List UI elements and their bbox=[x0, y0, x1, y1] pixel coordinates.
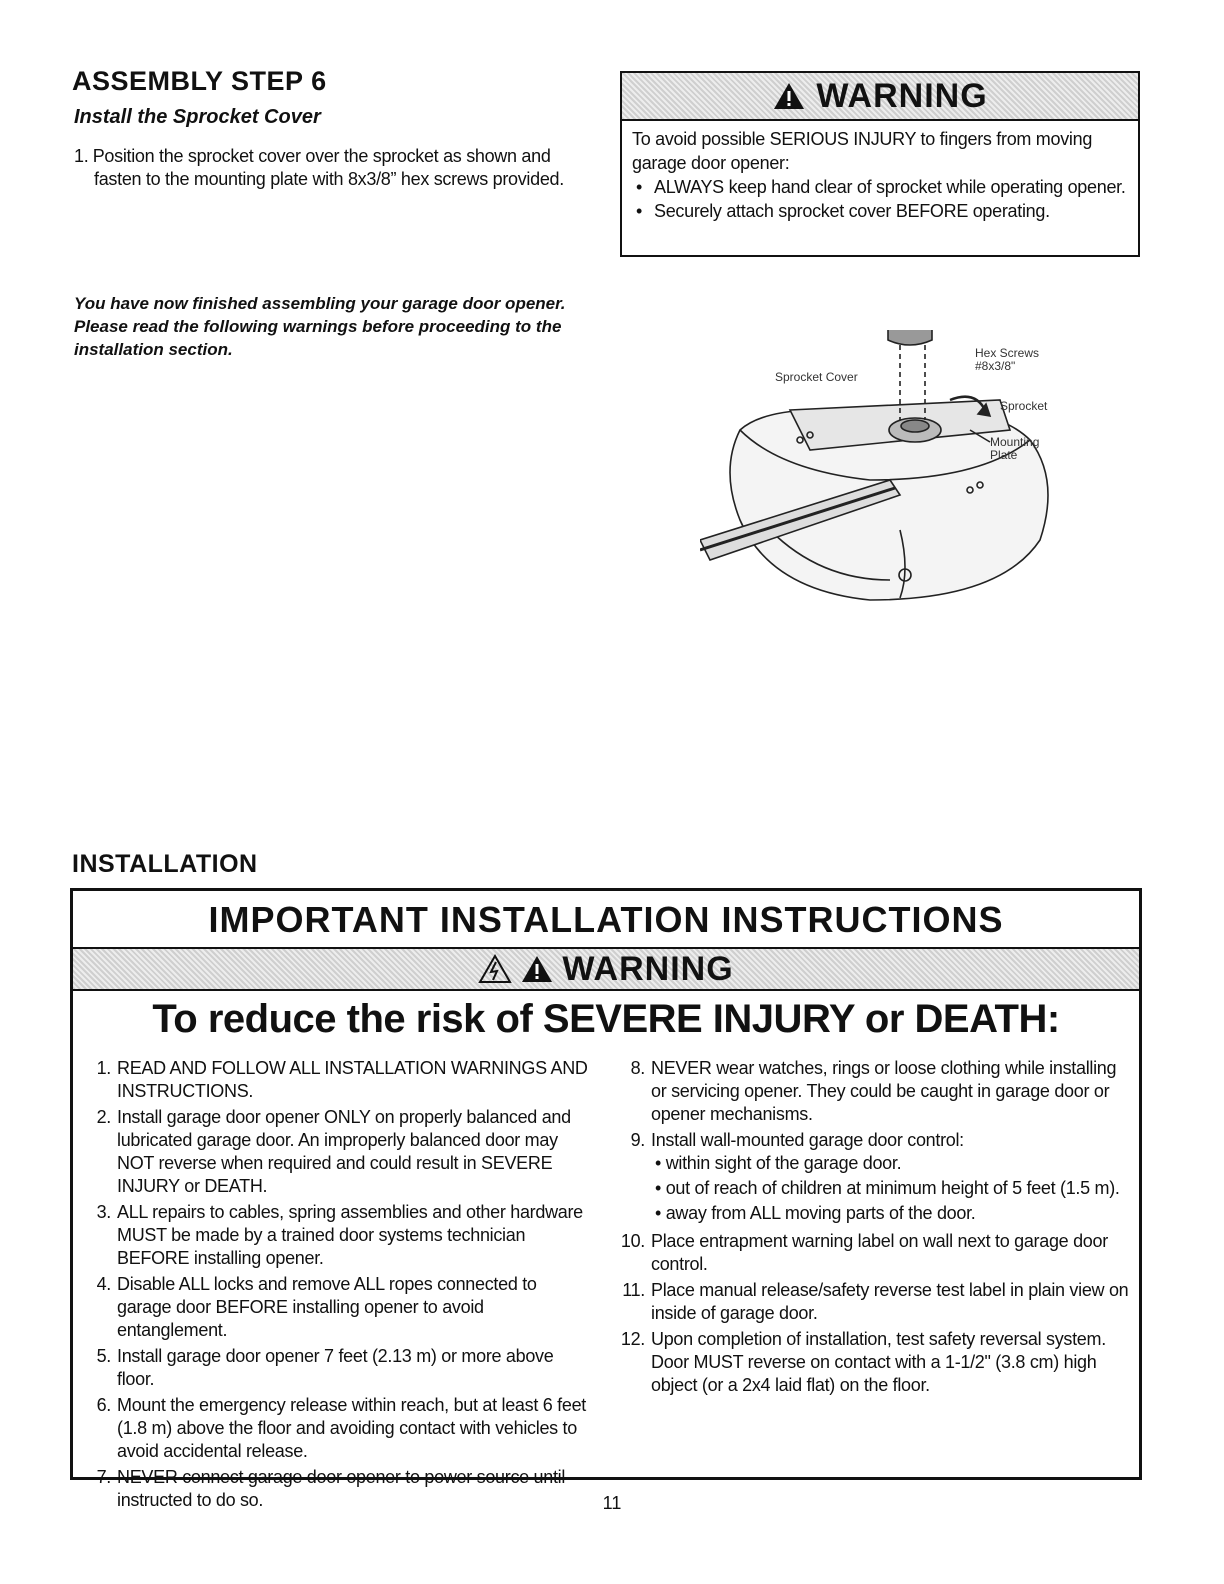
installation-heading: INSTALLATION bbox=[72, 850, 258, 878]
finished-note: You have now finished assembling your garage door opener. Please read the following warnings before proceeding to the installation section. bbox=[74, 294, 566, 359]
important-instructions-box bbox=[70, 888, 1142, 1510]
instruction-item: 2. Install garage door opener ONLY on properly balanced and lubricated garage door. An improperly balanced door may NOT reverse when required and could result in SEVERE INJURY or DEATH. bbox=[96, 1107, 571, 1196]
warning-body bbox=[622, 121, 1138, 223]
instruction-item: 5. Install garage door opener 7 feet (2.13 m) or more above floor. bbox=[96, 1346, 554, 1389]
instruction-item: 9. Install wall-mounted garage door control: • within sight of the garage door. • out of reach of children at minimum height of 5 feet (1.5 m). • away from ALL moving parts of the door. bbox=[613, 1129, 1133, 1227]
step-subtitle: Install the Sprocket Cover bbox=[74, 106, 321, 128]
instructions-right-column bbox=[613, 1057, 1133, 1400]
page-number: 11 bbox=[602, 1493, 622, 1513]
label-plate: Plate bbox=[990, 448, 1018, 462]
sub-item: • within sight of the garage door. bbox=[655, 1153, 902, 1173]
control-placement-list bbox=[651, 1152, 1133, 1225]
instruction-text: Install wall-mounted garage door control: bbox=[651, 1130, 964, 1150]
important-title: IMPORTANT INSTALLATION INSTRUCTIONS bbox=[208, 899, 1004, 940]
warning-bullets bbox=[632, 175, 1128, 223]
warning-triangle-icon bbox=[520, 954, 554, 984]
step-instruction-line1: Position the sprocket cover over the sprocket as shown and bbox=[92, 146, 551, 166]
warning-bullet: • Securely attach sprocket cover BEFORE operating. bbox=[632, 199, 1128, 223]
instructions-left-column bbox=[79, 1057, 589, 1515]
instruction-item: 7. NEVER connect garage door opener to power source until instructed to do so. bbox=[96, 1467, 566, 1510]
sprocket-warning-box bbox=[620, 71, 1140, 257]
instruction-item: 1. READ AND FOLLOW ALL INSTALLATION WARNINGS AND INSTRUCTIONS. bbox=[96, 1058, 588, 1101]
label-sprocket: Sprocket bbox=[1000, 399, 1048, 413]
instruction-item: 8. NEVER wear watches, rings or loose clothing while installing or servicing opener. They could be caught in garage door or opener mechanisms. bbox=[630, 1058, 1117, 1124]
sub-item: • away from ALL moving parts of the door. bbox=[655, 1203, 976, 1223]
sub-item: • out of reach of children at minimum height of 5 feet (1.5 m). bbox=[655, 1178, 1120, 1198]
instruction-item: 3. ALL repairs to cables, spring assemblies and other hardware MUST be made by a trained door systems technician BEFORE installing opener. bbox=[96, 1202, 583, 1268]
warning-triangle-icon bbox=[772, 81, 806, 111]
risk-statement: To reduce the risk of SEVERE INJURY or DEATH: bbox=[152, 997, 1060, 1041]
label-hex-screws: Hex Screws bbox=[975, 346, 1040, 360]
step-instruction-num: 1. bbox=[74, 146, 89, 166]
warning-banner bbox=[622, 73, 1138, 121]
install-warning-banner bbox=[73, 947, 1139, 991]
instruction-item: 12. Upon completion of installation, test safety reversal system. Door MUST reverse on contact with a 1-1/2" (3.8 cm) high object (or a 2x4 laid flat) on the floor. bbox=[620, 1329, 1106, 1395]
step-instruction bbox=[74, 145, 594, 191]
label-hex-size: #8x3/8" bbox=[975, 359, 1016, 373]
step-instruction-line2: fasten to the mounting plate with 8x3/8” hex screws provided. bbox=[94, 169, 564, 189]
instruction-item: 4. Disable ALL locks and remove ALL ropes connected to garage door BEFORE installing opener to avoid entanglement. bbox=[96, 1274, 537, 1340]
warning-intro: To avoid possible SERIOUS INJURY to fingers from moving garage door opener: bbox=[632, 129, 1093, 173]
install-warning-label: WARNING bbox=[562, 949, 734, 988]
instruction-item: 11. Place manual release/safety reverse test label in plain view on inside of garage door. bbox=[622, 1280, 1129, 1323]
warning-label: WARNING bbox=[816, 76, 988, 115]
step-title: ASSEMBLY STEP 6 bbox=[72, 66, 327, 96]
instruction-item: 10. Place entrapment warning label on wall next to garage door control. bbox=[620, 1231, 1108, 1274]
sprocket-cover-diagram bbox=[700, 330, 1060, 630]
label-mounting: Mounting bbox=[990, 435, 1040, 449]
electric-hazard-icon bbox=[478, 954, 512, 984]
warning-bullet: • ALWAYS keep hand clear of sprocket while operating opener. bbox=[632, 175, 1128, 199]
instruction-item: 6. Mount the emergency release within reach, but at least 6 feet (1.8 m) above the floor and avoiding contact with vehicles to avoid accidental release. bbox=[96, 1395, 586, 1461]
label-sprocket-cover: Sprocket Cover bbox=[775, 370, 858, 384]
